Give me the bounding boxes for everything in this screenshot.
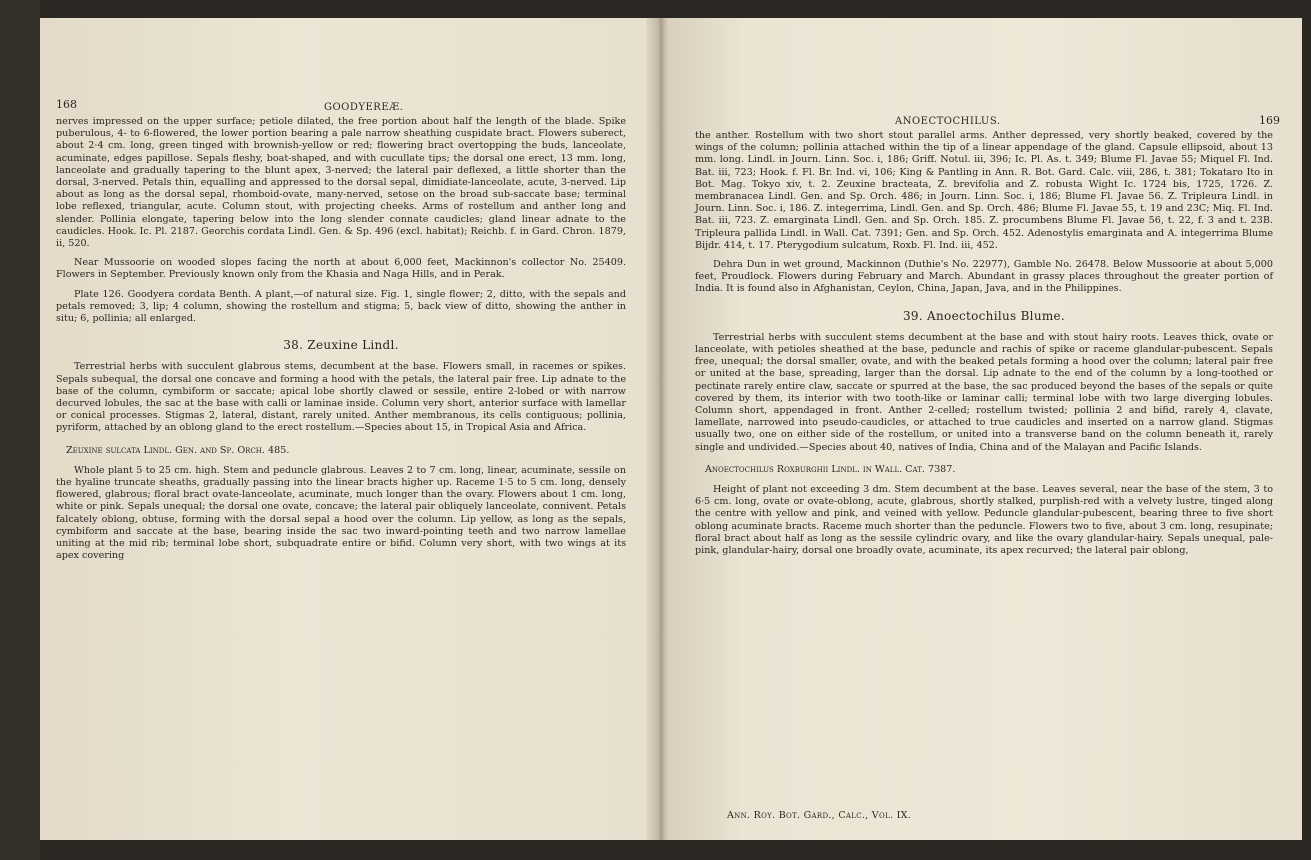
page-number-right: 169 [1259, 114, 1280, 127]
genus-description: Terrestrial herbs with succulent stems decumbent at the base and with stout hairy roots. Leaves thick, ovate or lanceolate, with petioles sheathed at the base, peduncle and rachis of spike or raceme glandular-pubescent. Sepals free, unequal; the dorsal smaller, ovate, and with the beaked petals forming a hood over the column; lateral pair free or united at the base, spreading, larger than the dorsal. Lip adnate to the end of the column by a long-toothed or pectinate rarely entire claw, saccate or spurred at the base, the sac produced beyond the bases of the sepals or quite covered by them, its interior with two tooth-like or laminar calli; terminal lobe with two large diverging lobules. Column short, appendaged in front. Anther 2-celled; rostellum twisted; pollinia 2 and bifid, rarely 4, clavate, lamellate, narrowed into pseudo-caudicles, or attached to true caudicles and inserted on a narrow gland. Stigmas usually two, one on either side of the rostellum, or united into a transverse band on the column beneath it, rarely single and undivided.—Species about 40, natives of India, China and of the Malayan and Pacific Islands. [695, 331, 1273, 453]
species-description: Height of plant not exceeding 3 dm. Stem decumbent at the base. Leaves several, near the base of the stem, 3 to 6·5 cm. long, ovate or ovate-oblong, acute, glabrous, shortly stalked, purplish-red with a velvety lustre, tinged along the centre with yellow and pink, and veined with yellow. Peduncle glandular-pubescent, bearing three to five short oblong acuminate bracts. Raceme much shorter than the peduncle. Flowers two to five, about 3 cm. long, resupinate; floral bract about half as long as the sessile cylindric ovary, and like the ovary glandular-hairy. Sepals unequal, pale-pink, glandular-hairy, dorsal one broadly ovate, acuminate, its apex recurved; the lateral pair oblong, [695, 484, 1273, 557]
species-description: Whole plant 5 to 25 cm. high. Stem and peduncle glabrous. Leaves 2 to 7 cm. long, linear, acuminate, sessile on the hyaline truncate sheaths, gradually passing into the linear bracts higher up. Raceme 1·5 to 5 cm. long, densely flowered, glabrous; floral bract ovate-lanceolate, acuminate, much longer than the ovary. Flowers about 1 cm. long, white or pink. Sepals unequal; the dorsal one ovate, concave; the lateral pair obliquely lanceolate, connivent. Petals falcately oblong, obtuse, forming with the dorsal sepal a hood over the column. Lip yellow, as long as the sepals, cymbiform and saccate at the base, bearing inside the sac two inward-pointing teeth and two narrow lamellae uniting at the mid rib; terminal lobe short, subquadrate entire or bifid. Column very short, with two wings at its apex covering [56, 464, 626, 562]
left-text-column [56, 116, 626, 570]
right-text-column [695, 130, 1273, 564]
paragraph: Near Mussoorie on wooded slopes facing the north at about 6,000 feet, Mackinnon's collector No. 25409. Flowers in September. Previously known only from the Khasia and Naga Hills, and in Perak. [56, 257, 626, 281]
running-head-left: GOODYEREÆ. [324, 102, 404, 113]
page-footer: Ann. Roy. Bot. Gard., Calc., Vol. IX. [727, 810, 912, 821]
right-page [667, 18, 1302, 840]
genus-description: Terrestrial herbs with succulent glabrous stems, decumbent at the base. Flowers small, in racemes or spikes. Sepals subequal, the dorsal one concave and forming a hood with the petals, the lateral pair free. Lip adnate to the base of the column, cymbiform or saccate; apical lobe shortly clawed or sessile, entire 2-lobed or with narrow decurved lobules, the sac at the base with calli or laminae inside. Column very short, anterior surface with lamellar or conical processes. Stigmas 2, lateral, distant, rarely united. Anther membranous, its cells contiguous; pollinia, pyriform, attached by an oblong gland to the erect rostellum.—Species about 15, in Tropical Asia and Africa. [56, 361, 626, 434]
genus-heading: 39. Anoectochilus Blume. [902, 308, 1066, 323]
paragraph: nerves impressed on the upper surface; petiole dilated, the free portion about half the length of the blade. Spike puberulous, 4- to 6-flowered, the lower portion bearing a pale narrow sheathing cuspidate bract. Flowers suberect, about 2·4 cm. long, green tinged with brownish-yellow or red; flowering bract overtopping the buds, lanceolate, acuminate, edges papillose. Sepals fleshy, boat-shaped, and with cucullate tips; the dorsal one erect, 13 mm. long, lanceolate and gradually tapering to the blunt apex, 3-nerved; the lateral pair deflexed, a little shorter than the dorsal, 3-nerved. Petals thin, equalling and appressed to the dorsal sepal, dimidiate-lanceolate, acute, 3-nerved. Lip about as long as the dorsal sepal, rhomboid-ovate, many-nerved, setose on the broad sub-saccate base; terminal lobe reflexed, triangular, acute. Column stout, with projecting cheeks. Arms of rostellum and anther long and slender. Pollinia elongate, tapering below into the long slender connate caudicles; gland linear adnate to the caudicles. Hook. Ic. Pl. 2187. Georchis cordata Lindl. Gen. & Sp. 496 (excl. habitat); Reichb. f. in Gard. Chron. 1879, ii, 520. [56, 116, 626, 250]
paragraph: Plate 126. Goodyera cordata Benth. A plant,—of natural size. Fig. 1, single flower; 2, ditto, with the sepals and petals removed; 3, lip; 4 column, showing the rostellum and stigma; 5, back view of ditto, showing the anther in situ; 6, pollinia; all enlarged. [56, 288, 626, 325]
open-book [40, 18, 1302, 840]
species-heading: Anoectochilus Roxburghii Lindl. in Wall. Cat. 7387. [705, 463, 956, 475]
species-heading: Zeuxine sulcata Lindl. Gen. and Sp. Orch. 485. [66, 444, 290, 456]
left-page [40, 18, 658, 840]
genus-heading: 38. Zeuxine Lindl. [283, 338, 399, 353]
paragraph: Dehra Dun in wet ground, Mackinnon (Duthie's No. 22977), Gamble No. 26478. Below Mussoorie at about 5,000 feet, Proudlock. Flowers during February and March. Abundant in grassy places throughout the greater portion of India. It is found also in Afghanistan, Ceylon, China, Japan, Java, and in the Philippines. [695, 259, 1273, 295]
running-head-right: ANOECTOCHILUS. [895, 116, 1001, 127]
book-shadow [0, 0, 40, 860]
page-number-left: 168 [56, 98, 77, 111]
paragraph: the anther. Rostellum with two short stout parallel arms. Anther depressed, very shortly beaked, covered by the wings of the column; pollinia attached within the tip of a linear appendage of the gland. Capsule ellipsoid, about 13 mm. long. Lindl. in Journ. Linn. Soc. i, 186; Griff. Notul. iii, 396; Ic. Pl. As. t. 349; Blume Fl. Javae 55; Miquel Fl. Ind. Bat. iii, 723; Hook. f. Fl. Br. Ind. vi, 106; King & Pantling in Ann. R. Bot. Gard. Calc. viii, 286, t. 381; Tokataro Ito in Bot. Mag. Tokyo xiv, t. 2. Zeuxine bracteata, Z. brevifolia and Z. robusta Wight Ic. 1724 bis, 1725, 1726. Z. membranacea Lindl. Gen. and Sp. Orch. 486; in Journ. Linn. Soc. i, 186; Blume Fl. Javae 56. Z. Tripleura Lindl. in Journ. Linn. Soc. i, 186. Z. integerrima, Lindl. Gen. and Sp. Orch. 486; Blume Fl. Javae 55, t. 19 and 23C; Miq. Fl. Ind. Bat. iii, 723. Z. emarginata Lindl. Gen. and Sp. Orch. 185. Z. procumbens Blume Fl. Javae 56, t. 22, f. 3 and t. 23B. Tripleura pallida Lindl. in Wall. Cat. 7391; Gen. and Sp. Orch. 452. Adenostylis emarginata and A. integerrima Blume Bijdr. 414, t. 17. Pterygodium sulcatum, Roxb. Fl. Ind. iii, 452. [695, 130, 1273, 251]
